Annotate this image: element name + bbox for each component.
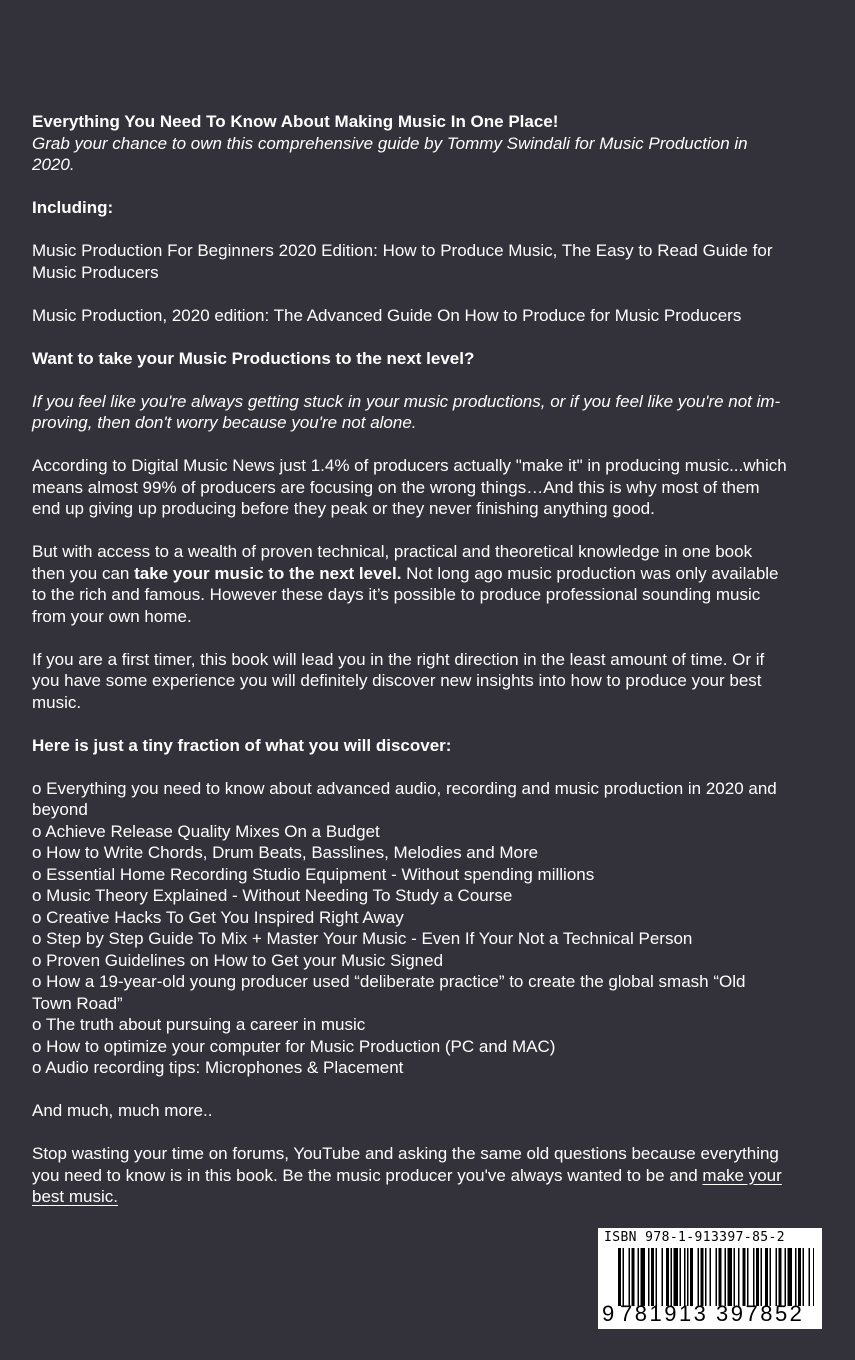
barcode-bar xyxy=(785,1248,787,1306)
list-item: o Everything you need to know about advanced audio, recording and music production in 2020 and xyxy=(32,778,777,798)
list-item: o Essential Home Recording Studio Equipment - Without spending millions xyxy=(32,864,595,884)
barcode-bar xyxy=(779,1248,782,1306)
barcode-bar xyxy=(761,1248,763,1306)
barcode-bar xyxy=(809,1248,811,1306)
isbn-barcode xyxy=(598,1228,822,1329)
barcode-bar xyxy=(776,1248,778,1306)
isbn-label: ISBN 978-1-913397-85-2 xyxy=(604,1230,785,1245)
barcode-bar xyxy=(728,1248,733,1306)
wealth-paragraph-line xyxy=(32,563,827,585)
list-item: o Achieve Release Quality Mixes On a Budget xyxy=(32,821,380,841)
barcode-bars xyxy=(618,1248,814,1306)
barcode-bar xyxy=(680,1248,682,1306)
barcode-bar xyxy=(666,1248,669,1306)
barcode-bar xyxy=(756,1248,759,1306)
headline: Everything You Need To Know About Making Music In One Place! xyxy=(32,112,559,131)
back-cover-text xyxy=(32,111,827,1208)
barcode-bar xyxy=(716,1248,718,1306)
stuck-paragraph-line: proving, then don't worry because you're not alone. xyxy=(32,413,417,432)
barcode-bar xyxy=(651,1248,654,1306)
barcode-bar xyxy=(710,1248,712,1306)
book-one-title: Music Production For Beginners 2020 Edition: How to Produce Music, The Easy to Read Guide for xyxy=(32,241,773,260)
barcode-bar xyxy=(770,1248,772,1306)
list-item: o How a 19-year-old young producer used “deliberate practice” to create the global smash “Old xyxy=(32,972,746,991)
barcode-bar xyxy=(701,1248,704,1306)
barcode-bar xyxy=(813,1248,814,1306)
book-two-title: Music Production, 2020 edition: The Advanced Guide On How to Produce for Music Producers xyxy=(32,305,742,325)
barcode-bar xyxy=(705,1248,707,1306)
book-one-title-cont: Music Producers xyxy=(32,262,159,282)
make-your-best-music-emphasis-cont: best music. xyxy=(32,1187,118,1206)
list-item: o Step by Step Guide To Mix + Master Your Music - Even If Your Not a Technical Person xyxy=(32,929,693,948)
including-label: Including: xyxy=(32,198,114,217)
ean-right-digits: 397852 xyxy=(716,1301,805,1326)
closing-line xyxy=(32,1165,827,1187)
barcode-bar xyxy=(671,1248,673,1306)
barcode-bar xyxy=(618,1248,621,1306)
barcode-bar xyxy=(743,1248,746,1306)
stats-paragraph-line: According to Digital Music News just 1.4% of producers actually "make it" in producing music...which xyxy=(32,456,787,475)
wealth-paragraph-line: from your own home. xyxy=(32,606,192,626)
barcode-bar xyxy=(753,1248,755,1306)
barcode-bar xyxy=(662,1248,664,1306)
barcode-bar xyxy=(798,1248,801,1306)
closing-line xyxy=(32,1186,827,1208)
barcode-bar xyxy=(803,1248,805,1306)
list-item: o The truth about pursuing a career in music xyxy=(32,1015,366,1034)
ean-left-digits: 781913 xyxy=(620,1301,709,1326)
barcode-bar xyxy=(638,1248,640,1306)
list-item: o How to Write Chords, Drum Beats, Basslines, Melodies and More xyxy=(32,843,539,862)
barcode-bar xyxy=(648,1248,650,1306)
barcode-bar xyxy=(738,1248,740,1306)
barcode-bar xyxy=(765,1248,768,1306)
barcode-bar xyxy=(684,1248,686,1306)
barcode-bar xyxy=(687,1248,689,1306)
barcode-bar xyxy=(788,1248,793,1306)
stuck-paragraph-line: If you feel like you're always getting stuck in your music productions, or if you feel like you're not im- xyxy=(32,391,781,411)
question-heading: Want to take your Music Productions to the next level? xyxy=(32,348,475,368)
list-item: o Music Theory Explained - Without Needing To Study a Course xyxy=(32,886,513,905)
barcode-bar xyxy=(629,1248,631,1306)
discover-heading: Here is just a tiny fraction of what you will discover: xyxy=(32,735,452,755)
much-more: And much, much more.. xyxy=(32,1101,213,1120)
list-item: o Audio recording tips: Microphones & Placement xyxy=(32,1058,404,1077)
barcode-bar xyxy=(641,1248,646,1306)
list-item: beyond xyxy=(32,800,88,819)
wealth-text: Not long ago music production was only available xyxy=(401,563,779,583)
subline-cont: 2020. xyxy=(32,155,75,174)
first-timer-line: If you are a first timer, this book will lead you in the right direction in the least amount of time. Or if xyxy=(32,649,765,669)
list-item: o Creative Hacks To Get You Inspired Right Away xyxy=(32,907,404,927)
closing-line: Stop wasting your time on forums, YouTube and asking the same old questions because everything xyxy=(32,1144,779,1163)
barcode-bar xyxy=(747,1248,749,1306)
stats-paragraph-line: means almost 99% of producers are focusing on the wrong things…And this is why most of them xyxy=(32,477,760,497)
subline: Grab your chance to own this comprehensive guide by Tommy Swindali for Music Production in xyxy=(32,133,748,153)
wealth-paragraph-line: But with access to a wealth of proven technical, practical and theoretical knowledge in one book xyxy=(32,542,753,561)
barcode-bar xyxy=(725,1248,727,1306)
barcode-bar xyxy=(734,1248,736,1306)
stats-paragraph-line: end up giving up producing before they peak or they never finishing anything good. xyxy=(32,499,655,518)
closing-text: you need to know is in this book. Be the music producer you've always wanted to be and xyxy=(32,1165,703,1185)
list-item: o How to optimize your computer for Music Production (PC and MAC) xyxy=(32,1036,556,1056)
first-timer-line: music. xyxy=(32,692,82,712)
barcode-bar xyxy=(795,1248,797,1306)
next-level-emphasis: take your music to the next level. xyxy=(134,563,402,583)
wealth-text: then you can xyxy=(32,563,135,583)
first-timer-line: you have some experience you will definitely discover new insights into how to produce your best xyxy=(32,671,762,690)
wealth-paragraph-line: to the rich and famous. However these days it’s possible to produce professional sounding music xyxy=(32,585,761,604)
barcode-bar xyxy=(623,1248,625,1306)
ean-first-digit: 9 xyxy=(602,1301,615,1326)
barcode-bar xyxy=(690,1248,693,1306)
make-your-best-music-emphasis: make your xyxy=(702,1165,782,1185)
barcode-bar xyxy=(719,1248,722,1306)
barcode-bar xyxy=(632,1248,635,1306)
feature-list xyxy=(32,778,827,1079)
list-item: Town Road” xyxy=(32,993,123,1013)
barcode-bar xyxy=(674,1248,679,1306)
list-item: o Proven Guidelines on How to Get your Music Signed xyxy=(32,950,444,970)
barcode-bar xyxy=(656,1248,658,1306)
barcode-bar xyxy=(698,1248,700,1306)
